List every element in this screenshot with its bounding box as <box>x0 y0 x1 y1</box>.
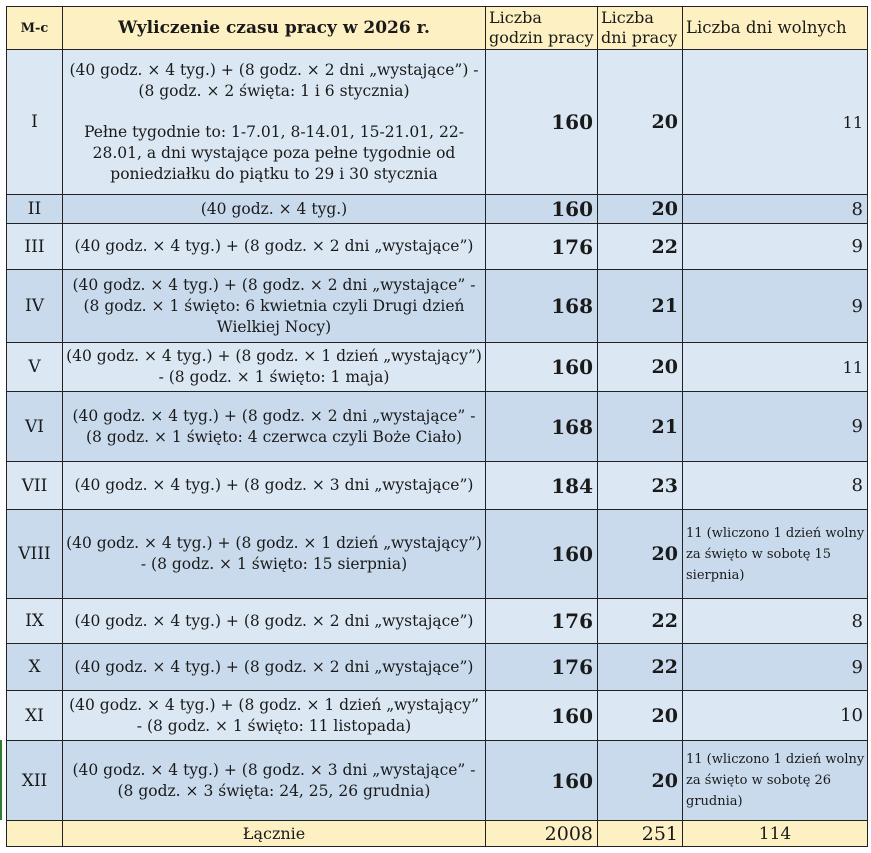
work-time-table <box>6 6 868 847</box>
hours-cell[interactable]: 160 <box>486 741 598 821</box>
month-cell[interactable]: II <box>7 195 63 224</box>
table-row <box>7 270 868 343</box>
formula-cell[interactable] <box>63 50 486 195</box>
formula-cell[interactable]: (40 godz. × 4 tyg.) + (8 godz. × 1 dzień „wystający” - (8 godz. × 1 święto: 11 listopada) <box>63 691 486 741</box>
month-cell[interactable]: XII <box>7 741 63 821</box>
total-empty-cell[interactable] <box>7 821 63 847</box>
hours-cell[interactable]: 160 <box>486 691 598 741</box>
days-cell[interactable]: 20 <box>598 691 683 741</box>
hours-cell[interactable]: 160 <box>486 510 598 599</box>
days-cell[interactable]: 23 <box>598 462 683 510</box>
month-cell[interactable]: VI <box>7 392 63 462</box>
hours-cell[interactable]: 176 <box>486 224 598 270</box>
month-cell[interactable]: X <box>7 644 63 691</box>
table-row <box>7 392 868 462</box>
days-cell[interactable]: 22 <box>598 644 683 691</box>
formula-note: Pełne tygodnie to: 1-7.01, 8-14.01, 15-21.01, 22-28.01, a dni wystające poza pełne tygodnie od poniedziałku do piątku to 29 i 30 stycznia <box>84 122 464 183</box>
days-header[interactable]: Liczba dni pracy <box>598 7 683 50</box>
free-days-cell[interactable]: 11 <box>683 50 868 195</box>
table-row <box>7 195 868 224</box>
hours-cell[interactable]: 176 <box>486 599 598 644</box>
hours-cell[interactable]: 184 <box>486 462 598 510</box>
days-cell[interactable]: 20 <box>598 50 683 195</box>
formula-cell[interactable]: (40 godz. × 4 tyg.) + (8 godz. × 2 dni „wystające” - (8 godz. × 1 święto: 6 kwietnia czyli Drugi dzień Wielkiej Nocy) <box>63 270 486 343</box>
hours-cell[interactable]: 160 <box>486 195 598 224</box>
days-cell[interactable]: 20 <box>598 510 683 599</box>
formula-cell[interactable]: (40 godz. × 4 tyg.) + (8 godz. × 3 dni „wystające”) <box>63 462 486 510</box>
formula-cell[interactable]: (40 godz. × 4 tyg.) <box>63 195 486 224</box>
free-days-cell[interactable]: 8 <box>683 195 868 224</box>
free-days-cell[interactable]: 11 (wliczono 1 dzień wolny za święto w sobotę 26 grudnia) <box>683 741 868 821</box>
total-row <box>7 821 868 847</box>
table-row <box>7 741 868 821</box>
free-days-cell[interactable]: 8 <box>683 599 868 644</box>
selection-edge-indicator <box>0 740 2 820</box>
table-row <box>7 224 868 270</box>
table-row <box>7 462 868 510</box>
hours-cell[interactable]: 160 <box>486 343 598 392</box>
hours-cell[interactable]: 160 <box>486 50 598 195</box>
hours-cell[interactable]: 168 <box>486 392 598 462</box>
month-cell[interactable]: XI <box>7 691 63 741</box>
days-cell[interactable]: 22 <box>598 224 683 270</box>
header-row <box>7 7 868 50</box>
days-cell[interactable]: 21 <box>598 270 683 343</box>
formula-cell[interactable]: (40 godz. × 4 tyg.) + (8 godz. × 2 dni „wystające”) <box>63 644 486 691</box>
formula-cell[interactable]: (40 godz. × 4 tyg.) + (8 godz. × 2 dni „wystające” - (8 godz. × 1 święto: 4 czerwca czyli Boże Ciało) <box>63 392 486 462</box>
formula-cell[interactable]: (40 godz. × 4 tyg.) + (8 godz. × 2 dni „wystające”) <box>63 224 486 270</box>
days-cell[interactable]: 21 <box>598 392 683 462</box>
free-days-cell[interactable]: 10 <box>683 691 868 741</box>
free-days-cell[interactable]: 9 <box>683 224 868 270</box>
table-row <box>7 599 868 644</box>
month-header[interactable]: M-c <box>7 7 63 50</box>
hours-cell[interactable]: 176 <box>486 644 598 691</box>
table-row <box>7 691 868 741</box>
month-cell[interactable]: III <box>7 224 63 270</box>
total-hours[interactable]: 2008 <box>486 821 598 847</box>
month-cell[interactable]: VIII <box>7 510 63 599</box>
formula-cell[interactable]: (40 godz. × 4 tyg.) + (8 godz. × 2 dni „wystające”) <box>63 599 486 644</box>
formula-cell[interactable]: (40 godz. × 4 tyg.) + (8 godz. × 1 dzień „wystający”) - (8 godz. × 1 święto: 15 sierpnia) <box>63 510 486 599</box>
formula-header[interactable]: Wyliczenie czasu pracy w 2026 r. <box>63 7 486 50</box>
month-cell[interactable]: V <box>7 343 63 392</box>
free-days-cell[interactable]: 9 <box>683 270 868 343</box>
month-cell[interactable]: VII <box>7 462 63 510</box>
month-cell[interactable]: IX <box>7 599 63 644</box>
total-days[interactable]: 251 <box>598 821 683 847</box>
hours-header[interactable]: Liczba godzin pracy <box>486 7 598 50</box>
free-days-header[interactable]: Liczba dni wolnych <box>683 7 868 50</box>
month-cell[interactable]: IV <box>7 270 63 343</box>
formula-cell[interactable]: (40 godz. × 4 tyg.) + (8 godz. × 3 dni „wystające” - (8 godz. × 3 święta: 24, 25, 26 grudnia) <box>63 741 486 821</box>
table-row <box>7 510 868 599</box>
days-cell[interactable]: 20 <box>598 741 683 821</box>
days-cell[interactable]: 22 <box>598 599 683 644</box>
free-days-cell[interactable]: 9 <box>683 392 868 462</box>
days-cell[interactable]: 20 <box>598 343 683 392</box>
formula-cell[interactable]: (40 godz. × 4 tyg.) + (8 godz. × 1 dzień „wystający”) - (8 godz. × 1 święto: 1 maja) <box>63 343 486 392</box>
table-row <box>7 644 868 691</box>
total-free-days[interactable]: 114 <box>683 821 868 847</box>
free-days-cell[interactable]: 9 <box>683 644 868 691</box>
free-days-cell[interactable]: 8 <box>683 462 868 510</box>
formula-text: (40 godz. × 4 tyg.) + (8 godz. × 2 dni „wystające”) - (8 godz. × 2 święta: 1 i 6 stycznia) <box>69 60 479 100</box>
days-cell[interactable]: 20 <box>598 195 683 224</box>
month-cell[interactable]: I <box>7 50 63 195</box>
table-row <box>7 50 868 195</box>
hours-cell[interactable]: 168 <box>486 270 598 343</box>
table-row <box>7 343 868 392</box>
free-days-cell[interactable]: 11 (wliczono 1 dzień wolny za święto w sobotę 15 sierpnia) <box>683 510 868 599</box>
free-days-cell[interactable]: 11 <box>683 343 868 392</box>
total-label[interactable]: Łącznie <box>63 821 486 847</box>
